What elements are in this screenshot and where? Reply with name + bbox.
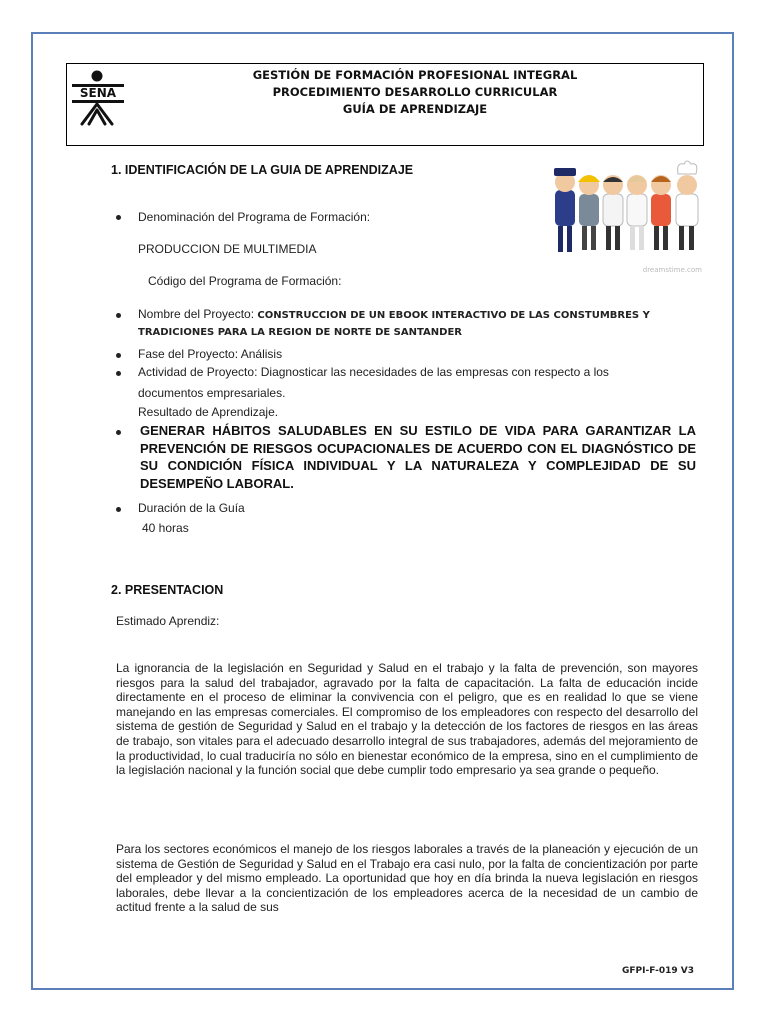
project-value-line-1: CONSTRUCCION DE UN EBOOK INTERACTIVO DE LAS CONSTUMBRES Y [257, 310, 650, 321]
header-line-3: GUÍA DE APRENDIZAJE [342, 102, 488, 116]
presentation-paragraph-1: La ignorancia de la legislación en Seguridad y Salud en el trabajo y la falta de prevención, son mayores riesgos para la salud del trabajador, agravado por la falta de capacitación. La falta de educación incide directamente en el proceso de eliminar la convivencia con el peligro, que es en realidad lo que se viene manejando en las empresas comerciales. El compromiso de los empleadores con respecto del desarrollo del sistema de gestión de Seguridad y Salud en el trabajo y la detección de los factores de riesgos en las áreas de trabajo, son vitales para el adecuado desarrollo integral de sus trabajadores, además del mejoramiento de la productividad, lo cual traduciría no sólo en bienestar económico de la empresa, sino en el cumplimiento de la legislación nacional y la función social que debe cumplir todo empresario ya sea grande o pequeño. [116, 661, 698, 778]
image-watermark: dreamstime.com [642, 266, 702, 274]
program-value: PRODUCCION DE MULTIMEDIA [138, 242, 317, 256]
activity-line-2: documentos empresariales. [138, 386, 286, 400]
header-line-1: GESTIÓN DE FORMACIÓN PROFESIONAL INTEGRAL [252, 68, 578, 82]
duration-label: Duración de la Guía [138, 501, 245, 515]
bullet-icon [116, 353, 121, 358]
header-line-2: PROCEDIMIENTO DESARROLLO CURRICULAR [272, 85, 558, 99]
section-1-title: 1. IDENTIFICACIÓN DE LA GUIA DE APRENDIZAJE [111, 163, 414, 177]
duration-value: 40 horas [142, 521, 189, 535]
bullet-icon [116, 215, 121, 220]
project-line-1 [138, 307, 703, 324]
code-label: Código del Programa de Formación: [148, 274, 342, 288]
section-2-title: 2. PRESENTACION [111, 583, 224, 597]
phase: Fase del Proyecto: Análisis [138, 347, 283, 361]
workers-illustration [550, 160, 710, 278]
bullet-icon [116, 507, 121, 512]
activity-line-1: Actividad de Proyecto: Diagnosticar las necesidades de las empresas con respecto a los [138, 365, 609, 379]
sena-logo-icon [69, 66, 131, 130]
project-value-line-2: TRADICIONES PARA LA REGION DE NORTE DE SANTANDER [138, 327, 462, 338]
result-value: GENERAR HÁBITOS SALUDABLES EN SU ESTILO DE VIDA PARA GARANTIZAR LA PREVENCIÓN DE RIESGOS OCUPACIONALES DE ACUERDO CON EL DIAGNÓSTICO DE SU CONDICIÓN FÍSICA INDIVIDUAL Y LA NATURALEZA Y COMPLEJIDAD DE SU DESEMPEÑO LABORAL. [140, 423, 696, 491]
logo-text: SENA [79, 86, 117, 100]
presentation-paragraph-2: Para los sectores económicos el manejo de los riesgos laborales a través de la planeación y ejecución de un sistema de Gestión de Seguridad y Salud en el Trabajo era casi nulo, por la falta de concientización por parte del empleador y del mismo empleado. La oportunidad que hoy en día brinda la nueva legislación en riesgos laborales, debe llevar a la concientización de los empleadores acerca de la necesidad de un cambio de actitud frente a la salud de sus [116, 842, 698, 915]
result-label: Resultado de Aprendizaje. [138, 405, 279, 419]
project-label: Nombre del Proyecto: [138, 307, 258, 321]
bullet-icon [116, 313, 121, 318]
program-label: Denominación del Programa de Formación: [138, 210, 371, 224]
header-titles [167, 67, 663, 118]
bullet-icon [116, 371, 121, 376]
footer-code: GFPI-F-019 V3 [622, 966, 694, 976]
greeting: Estimado Aprendiz: [116, 614, 220, 628]
bullet-icon [116, 430, 121, 435]
document-header [66, 63, 704, 146]
